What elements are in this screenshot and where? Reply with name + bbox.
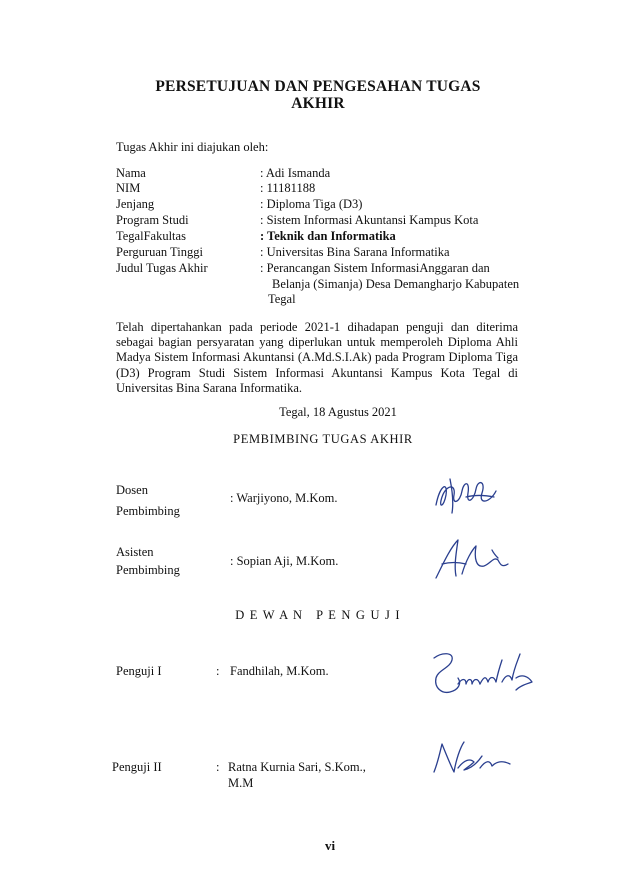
penguji2-label: Penguji II (112, 760, 162, 774)
field-value-judul: : Perancangan Sistem InformasiAnggaran dan (260, 261, 490, 275)
intro-text: Tugas Akhir ini diajukan oleh: (116, 140, 269, 154)
field-value-nama: : Adi Ismanda (260, 166, 331, 180)
field-value-perguruan: : Universitas Bina Sarana Informatika (260, 245, 450, 259)
page-number: vi (324, 838, 336, 853)
signature-penguji1 (428, 648, 538, 700)
field-value-judul-cont1: Belanja (Simanja) Desa Demangharjo Kabupaten (272, 277, 520, 291)
pembimbing-heading: PEMBIMBING TUGAS AKHIR (233, 432, 413, 446)
field-label-nama: Nama (116, 166, 146, 180)
penguji1-name: Fandhilah, M.Kom. (230, 664, 329, 678)
dewan-penguji-heading (0, 608, 620, 623)
page-title-line1: PERSETUJUAN DAN PENGESAHAN TUGAS (155, 78, 481, 95)
dosen-name: : Warjiyono, M.Kom. (230, 491, 338, 505)
penguji2-colon: : (216, 760, 220, 774)
field-label-fakultas: TegalFakultas (116, 229, 186, 243)
penguji1-label: Penguji I (116, 664, 162, 678)
field-value-nim: : 11181188 (260, 181, 316, 195)
penguji2-name: Ratna Kurnia Sari, S.Kom., (228, 760, 366, 774)
penguji1-colon: : (216, 664, 220, 678)
signature-asisten (432, 536, 512, 582)
field-label-nim: NIM (116, 181, 141, 195)
asisten-label-line1: Asisten (116, 545, 154, 559)
field-label-judul: Judul Tugas Akhir (116, 261, 208, 275)
field-value-judul-cont2: Tegal (268, 292, 296, 306)
signature-dosen (430, 475, 502, 515)
field-value-prodi: : Sistem Informasi Akuntansi Kampus Kota (260, 213, 479, 227)
signature-penguji2 (430, 738, 514, 778)
dosen-label-line1: Dosen (116, 483, 148, 497)
asisten-name: : Sopian Aji, M.Kom. (230, 554, 339, 568)
field-label-jenjang: Jenjang (116, 197, 155, 211)
dewan-penguji-heading-text: D E W A N P E N G U J I (235, 608, 401, 622)
field-label-perguruan: Perguruan Tinggi (116, 245, 203, 259)
asisten-label-line2: Pembimbing (116, 563, 180, 577)
field-label-prodi: Program Studi (116, 213, 189, 227)
penguji2-name-line2: M.M (228, 776, 254, 790)
date-line: Tegal, 18 Agustus 2021 (279, 405, 397, 419)
page-title-line2: AKHIR (291, 95, 345, 112)
approval-paragraph: Telah dipertahankan pada periode 2021-1 dihadapan penguji dan diterima sebagai bagian persyaratan yang diperlukan untuk memperoleh Diploma Ahli Madya Sistem Informasi Akuntansi (A.Md.S.I.Ak) pada Program Diploma Tiga (D3) Program Studi Sistem Informasi Akuntansi Kampus Kota Tegal di Universitas Bina Sarana Informatika. (116, 320, 518, 395)
field-value-fakultas: : Teknik dan Informatika (260, 229, 396, 243)
dosen-label-line2: Pembimbing (116, 504, 180, 518)
field-value-jenjang: : Diploma Tiga (D3) (260, 197, 363, 211)
